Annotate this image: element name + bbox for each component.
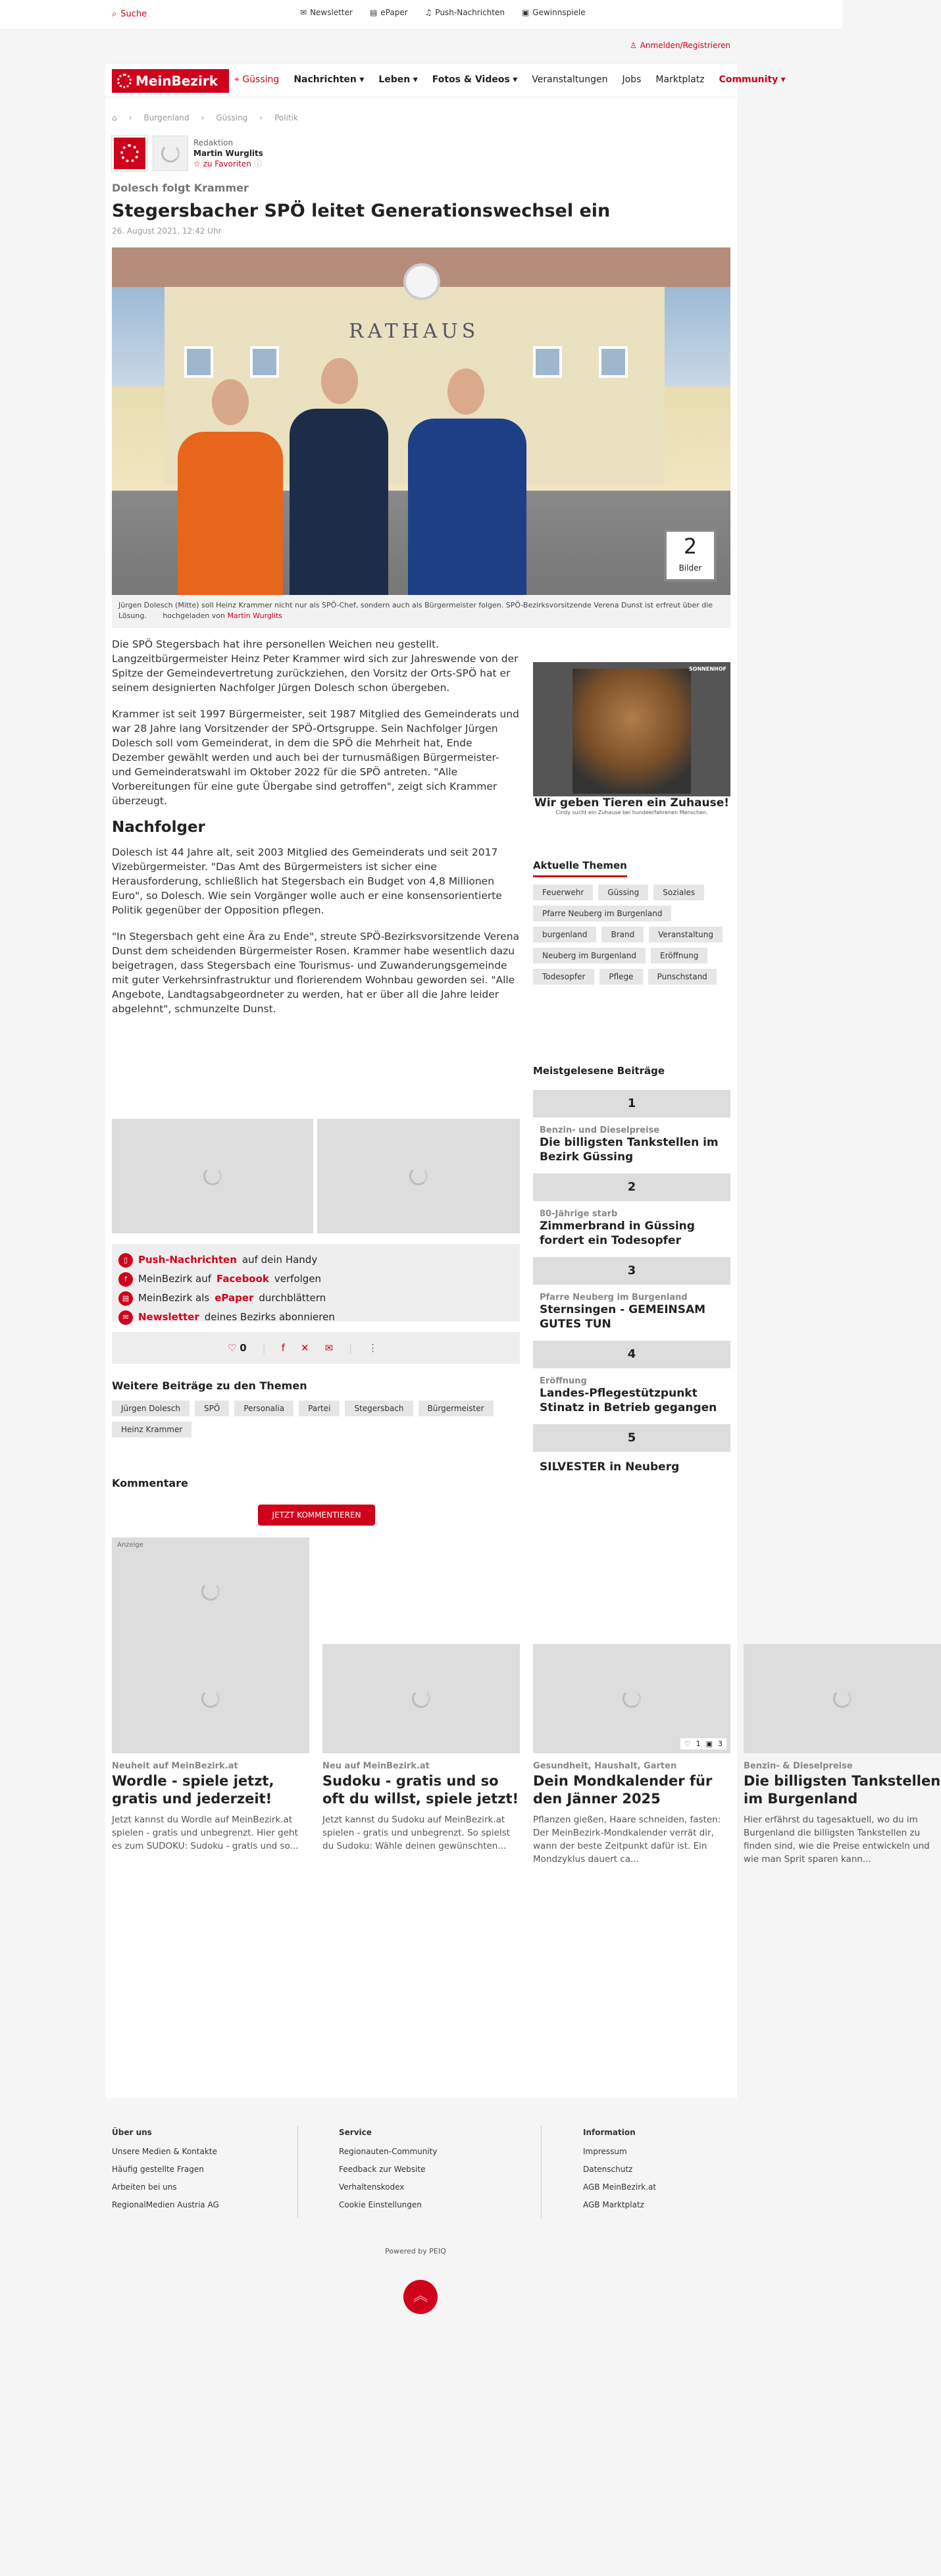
camera-icon: ▣ — [705, 1739, 713, 1748]
teaser-card[interactable]: Benzin- & Dieselpreise Die billigsten Tankstellen im Burgenland Hier erfährst du tagesaktuell, wo du im Burgenland die billigsten Tankstellen zu finden sind, wie die Preise entwickeln und wie man Sprit sparen kann... — [744, 1644, 941, 1866]
teaser-card[interactable]: Neu auf MeinBezirk.at Sudoku - gratis und so oft du willst, spiele jetzt! Jetzt kannst du Sudoku auf MeinBezirk.at spielen - gratis und unbegrenzt. So spielst du Sudoku: Wähle deinen gewünschten... — [322, 1644, 520, 1853]
sponsored-image[interactable] — [112, 1537, 309, 1647]
more-topics-tags — [112, 1401, 520, 1437]
like-button[interactable]: ♡ 0 — [228, 1342, 247, 1354]
rank-number: 1 — [533, 1090, 730, 1118]
nav-item-life[interactable]: Leben ▾ — [378, 74, 418, 85]
home-icon[interactable]: ⌂ — [112, 113, 117, 122]
loading-icon — [833, 1689, 852, 1708]
footer-heading: Über uns — [112, 2128, 152, 2137]
topic-tag[interactable]: Güssing — [598, 885, 648, 900]
topic-tag[interactable]: Partei — [299, 1401, 340, 1416]
footer-link[interactable]: Feedback zur Website — [339, 2165, 426, 2174]
dog-image — [572, 669, 691, 794]
breadcrumb-item[interactable]: Politik — [274, 113, 298, 122]
hero-image[interactable] — [112, 247, 730, 595]
footer-link[interactable]: Arbeiten bei uns — [112, 2182, 177, 2192]
comments-heading: Kommentare — [112, 1477, 188, 1489]
more-topics-heading: Weitere Beiträge zu den Themen — [112, 1379, 307, 1392]
caption-author-link[interactable]: Martin Wurglits — [227, 611, 283, 620]
share-bar: ♡ 0 | f ✕ ✉ | ⋮ — [112, 1332, 520, 1364]
powered-by[interactable]: Powered by PEIQ — [385, 2247, 446, 2255]
footer-heading: Service — [339, 2128, 372, 2137]
topic-tag[interactable]: Todesopfer — [533, 969, 594, 985]
main-nav — [105, 63, 786, 97]
most-read-item[interactable]: SILVESTER in Neuberg — [540, 1460, 680, 1474]
teaser-card[interactable]: Neuheit auf MeinBezirk.at Wordle - spiele jetzt, gratis und jederzeit! Jetzt kannst du Wordle auf MeinBezirk.at spielen - gratis und unbegrenzt. Hier geht es zum SUDOKU: Sudoku - gratis und so... — [112, 1644, 309, 1853]
rank-number: 5 — [533, 1424, 730, 1452]
bell-icon: ♫ — [424, 8, 432, 17]
breadcrumb: ⌂ › Burgenland › Güssing › Politik — [112, 113, 298, 122]
gallery-counter[interactable]: 2 Bilder — [664, 529, 717, 582]
footer-link[interactable]: Unsere Medien & Kontakte — [112, 2147, 217, 2156]
footer-link[interactable]: Regionauten-Community — [339, 2147, 438, 2156]
nav-item-jobs[interactable]: Jobs — [622, 74, 642, 85]
topic-tag[interactable]: Heinz Krammer — [112, 1422, 191, 1437]
contests-link[interactable]: ▣ Gewinnspiele — [521, 8, 586, 17]
login-label: Anmelden/Registrieren — [640, 41, 730, 50]
most-read-item[interactable]: 80-Jährige starb Zimmerbrand in Güssing fordert ein Todesopfer — [540, 1209, 695, 1247]
push-promo[interactable]: ▯ Push-Nachrichten auf dein Handy — [118, 1250, 513, 1270]
image-caption: Jürgen Dolesch (Mitte) soll Heinz Krammer nicht nur als SPÖ-Chef, sondern auch als Bürgermeister folgen. SPÖ-Bezirksvorsitzende Verena Dunst ist erfreut über die Lösung. hochgeladen von Martin Wurglits — [112, 595, 730, 628]
rank-number: 3 — [533, 1257, 730, 1285]
facebook-promo[interactable]: f MeinBezirk auf Facebook verfolgen — [118, 1270, 513, 1289]
mail-icon: ✉ — [300, 8, 307, 17]
mail-icon: ✉ — [118, 1310, 133, 1325]
footer-link[interactable]: AGB Marktplatz — [583, 2200, 644, 2209]
newsletter-promo[interactable]: ✉ Newsletter deines Bezirks abonnieren — [118, 1308, 513, 1327]
topic-tag[interactable]: burgenland — [533, 927, 596, 942]
info-icon[interactable]: ⓘ — [253, 159, 262, 168]
loading-icon — [201, 1689, 220, 1708]
logo[interactable] — [112, 69, 229, 93]
loading-icon — [201, 1582, 220, 1601]
footer-heading: Information — [583, 2128, 636, 2137]
topic-tag[interactable]: Soziales — [653, 885, 704, 900]
article-kicker: Dolesch folgt Krammer — [112, 182, 249, 194]
loading-icon — [409, 1167, 428, 1185]
paragraph: Dolesch ist 44 Jahre alt, seit 2003 Mitglied des Gemeinderats und seit 2017 Vizebürgermeister. "Das Amt des Bürgermeisters ist sicher eine Herausforderung, schließlich hat Stegersbach ein Budget von 4,8 Millionen Euro", so Dolesch. Wie sein Vorgänger wolle auch er eine konsensorientierte Politik gegenüber der Opposition pflegen. — [112, 846, 502, 916]
facebook-icon: f — [118, 1272, 133, 1287]
card-image — [112, 1644, 309, 1753]
nav-item-media[interactable]: Fotos & Videos ▾ — [432, 74, 518, 85]
top-bar — [0, 0, 842, 29]
most-read-item[interactable]: Eröffnung Landes-Pflegestützpunkt Stinatz in Betrieb gegangen — [540, 1376, 717, 1414]
ad-sub: Cindy sucht ein Zuhause bei hundeerfahrenen Menschen. — [555, 810, 708, 815]
nav-item-market[interactable]: Marktplatz — [655, 74, 705, 85]
newsletter-link[interactable]: ✉ Newsletter — [300, 8, 353, 17]
topic-tag[interactable]: Veranstaltung — [649, 927, 723, 942]
author-name[interactable]: Martin Wurglits — [193, 149, 263, 158]
newspaper-icon: ▤ — [369, 8, 378, 17]
topic-tag[interactable]: Punschstand — [648, 969, 717, 985]
ad-brand: SONNENHOF — [688, 666, 726, 672]
topics-list — [533, 885, 730, 985]
topic-tag[interactable]: SPÖ — [195, 1401, 229, 1416]
more-options-icon[interactable]: ⋮ — [368, 1342, 378, 1354]
mail-share-icon[interactable]: ✉ — [324, 1342, 334, 1354]
nav-item-community[interactable]: Community ▾ — [719, 74, 786, 85]
footer-link[interactable]: Verhaltenskodex — [339, 2182, 405, 2192]
most-read-item[interactable]: Benzin- und Dieselpreise Die billigsten Tankstellen im Bezirk Güssing — [540, 1125, 719, 1164]
promo-box — [112, 1244, 520, 1322]
breadcrumb-item[interactable]: Burgenland — [143, 113, 190, 122]
ad-label: Anzeige — [117, 1541, 143, 1549]
gift-icon: ▣ — [521, 8, 530, 17]
topic-tag[interactable]: Bürgermeister — [419, 1401, 494, 1416]
breadcrumb-item[interactable]: Güssing — [216, 113, 248, 122]
nav-item-events[interactable]: Veranstaltungen — [532, 74, 608, 85]
building-sign: RATHAUS — [349, 320, 480, 343]
most-read-list — [533, 1090, 730, 1483]
card-image — [744, 1644, 941, 1753]
epaper-promo[interactable]: ▤ MeinBezirk als ePaper durchblättern — [118, 1289, 513, 1308]
epaper-link[interactable]: ▤ ePaper — [369, 8, 408, 17]
footer-link[interactable]: Datenschutz — [583, 2165, 633, 2174]
article-title: Stegersbacher SPÖ leitet Generationswechsel ein — [112, 201, 611, 221]
clock-graphic — [403, 263, 440, 300]
logo-icon — [117, 74, 132, 88]
topic-tag[interactable]: Neuberg im Burgenland — [533, 948, 646, 964]
teaser-card[interactable]: ♡ 1 ▣ 3 Gesundheit, Haushalt, Garten Dein Mondkalender für den Jänner 2025 Pflanzen gießen, Haare schneiden, fasten: Der MeinBezirk-Mondkalender verrät dir, wann der beste Zeitpunkt dafür ist. Ein Mondzyklus dauert ca... — [533, 1644, 730, 1866]
double-chevron-up-icon: ︽ — [413, 2288, 428, 2305]
newspaper-icon: ▤ — [118, 1291, 133, 1306]
comment-button[interactable]: JETZT KOMMENTIEREN — [258, 1505, 375, 1526]
rank-number: 4 — [533, 1341, 730, 1368]
x-share-icon[interactable]: ✕ — [301, 1342, 309, 1354]
phone-icon: ▯ — [118, 1253, 133, 1268]
publisher-avatar[interactable] — [112, 136, 147, 171]
push-link[interactable]: ♫ Push-Nachrichten — [424, 8, 505, 17]
nav-item-news[interactable]: Nachrichten ▾ — [293, 74, 365, 85]
topics-heading: Aktuelle Themen — [533, 860, 627, 877]
advertisement[interactable] — [533, 662, 730, 817]
search-link[interactable] — [112, 9, 147, 19]
card-image: ♡ 1 ▣ 3 — [533, 1644, 730, 1753]
topic-tag[interactable]: Eröffnung — [651, 948, 707, 964]
search-label: Suche — [120, 9, 147, 19]
gallery-thumb[interactable] — [317, 1119, 520, 1233]
footer-link[interactable]: Cookie Einstellungen — [339, 2200, 422, 2209]
most-read-heading: Meistgelesene Beiträge — [533, 1065, 665, 1077]
topic-tag[interactable]: Feuerwehr — [533, 885, 593, 900]
gallery-thumb[interactable] — [112, 1119, 313, 1233]
topic-tag[interactable]: Pflege — [599, 969, 642, 985]
article-body — [112, 637, 520, 1028]
topic-tag[interactable]: Brand — [601, 927, 644, 942]
author-box — [112, 136, 263, 171]
footer-link[interactable]: RegionalMedien Austria AG — [112, 2200, 219, 2209]
rank-number: 2 — [533, 1173, 730, 1201]
loading-icon — [412, 1689, 430, 1708]
facebook-share-icon[interactable]: f — [281, 1342, 285, 1354]
paragraph: Die SPÖ Stegersbach hat ihre personellen Weichen neu gestellt. Langzeitbürgermeister Heinz Peter Krammer wird sich zur Jahreswende von der Spitze der Gemeindevertretung zurückziehen, den Vorsitz der Orts-SPÖ hat er seinem designierten Nachfolger Jürgen Dolesch schon übergeben. — [112, 638, 519, 694]
topic-tag[interactable]: Stegersbach — [345, 1401, 413, 1416]
loading-icon — [623, 1689, 641, 1708]
ad-headline: Wir geben Tieren ein Zuhause! — [534, 796, 730, 810]
most-read-item[interactable]: Pfarre Neuberg im Burgenland Sternsingen - GEMEINSAM GUTES TUN — [540, 1293, 706, 1331]
author-avatar[interactable] — [153, 136, 188, 171]
favorite-link[interactable]: ☆ zu Favoriten ⓘ — [193, 159, 262, 168]
user-icon: ♙ — [629, 41, 637, 50]
loading-icon — [203, 1167, 222, 1185]
login-link[interactable] — [630, 41, 730, 50]
logo-text: MeinBezirk — [136, 73, 218, 89]
loading-icon — [161, 144, 180, 163]
heart-icon: ♡ — [684, 1739, 691, 1748]
card-image — [322, 1644, 520, 1753]
topic-tag[interactable]: Pfarre Neuberg im Burgenland — [533, 906, 671, 921]
nav-location[interactable]: ⌖ Güssing — [234, 74, 280, 85]
footer-link[interactable]: Häufig gestellte Fragen — [112, 2165, 204, 2174]
topic-tag[interactable]: Jürgen Dolesch — [112, 1401, 190, 1416]
search-icon: ⌕ — [112, 9, 117, 19]
article-date: 26. August 2021, 12:42 Uhr — [112, 226, 222, 236]
author-role: Redaktion — [193, 138, 234, 147]
paragraph: Krammer ist seit 1997 Bürgermeister, seit 1987 Mitglied des Gemeinderats und war 28 Jahre lang Vorsitzender der SPÖ-Ortsgruppe. Sein Nachfolger Jürgen Dolesch soll vom Gemeinderat, in dem die SPÖ die Mehrheit hat, Ende Dezember gewählt werden und auch bei der turnusmäßigen Bürgermeister- und Gemeinderatswahl im Oktober 2022 für die SPÖ antreten. "Alle Vorbereitungen für eine gute Übergabe sind getroffen", zeigt sich Krammer überzeugt. — [112, 708, 519, 807]
footer-link[interactable]: AGB MeinBezirk.at — [583, 2182, 657, 2192]
paragraph: "In Stegersbach geht eine Ära zu Ende", streute SPÖ-Bezirksvorsitzende Verena Dunst dem scheidenden Bürgermeister Rosen. Krammer habe wesentlich dazu beigetragen, dass Stegersbach eine Tourismus- und Zuwanderungsgemeinde mit guter Verkehrsinfrastruktur und florierendem Wohnbau geworden sei. "Alle Angebote, Landtagsabgeordneter zu werden, hat er über all die Jahre leider abgelehnt", schmunzelte Dunst. — [112, 931, 520, 1015]
scroll-top-button[interactable] — [403, 2280, 438, 2314]
subheading: Nachfolger — [112, 819, 205, 836]
topic-tag[interactable]: Personalia — [234, 1401, 293, 1416]
footer-link[interactable]: Impressum — [583, 2147, 627, 2156]
